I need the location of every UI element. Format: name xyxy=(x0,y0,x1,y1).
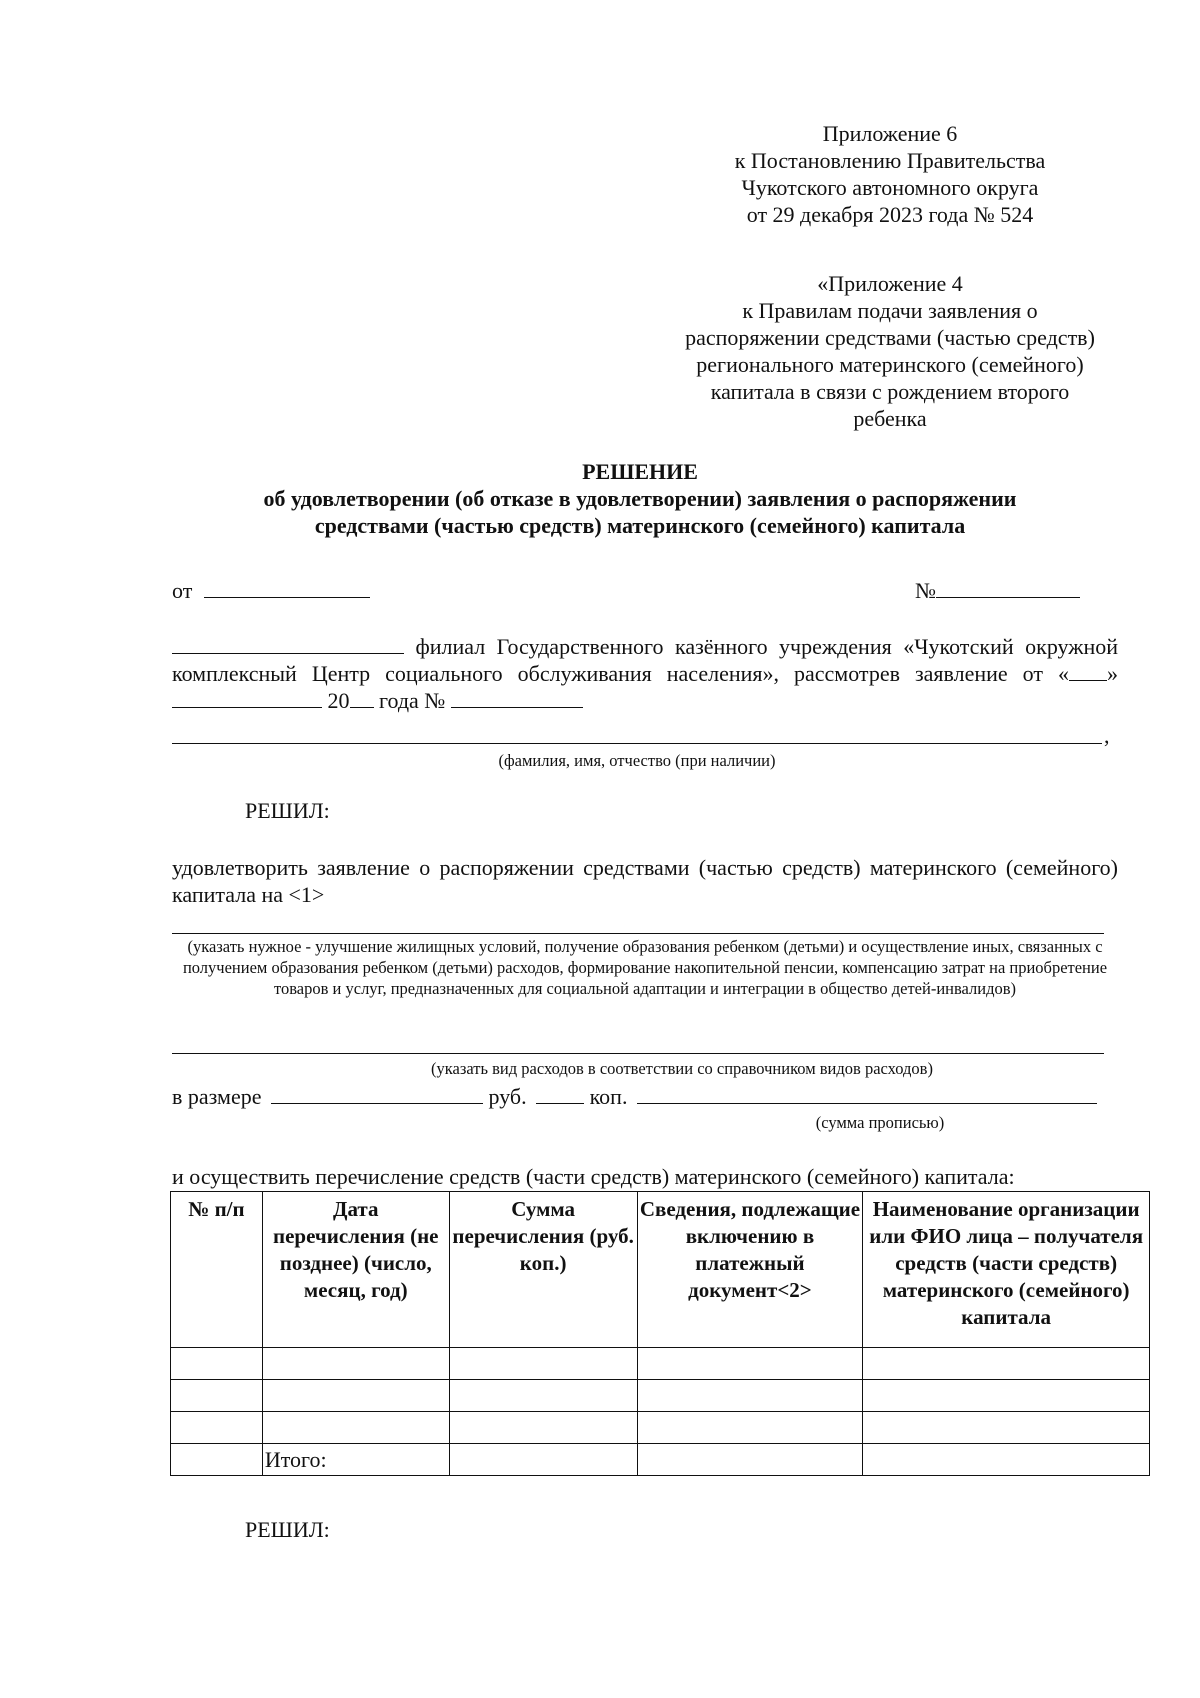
table-cell[interactable] xyxy=(863,1380,1150,1412)
number-blank[interactable] xyxy=(936,577,1080,598)
appendix-4-line-3: распоряжении средствами (частью средств) xyxy=(685,325,1095,350)
table-cell[interactable] xyxy=(637,1348,863,1380)
document-title xyxy=(150,458,1130,539)
header-payment-info: Сведения, подлежащие включению в платежный документ<2> xyxy=(637,1192,863,1348)
table-row xyxy=(171,1380,1150,1412)
appendix-4-line-2: к Правилам подачи заявления о xyxy=(742,298,1038,323)
appendix-6-line-2: к Постановлению Правительства xyxy=(734,148,1046,173)
date-field-row xyxy=(172,577,370,604)
number-label: № xyxy=(915,578,936,603)
branch-text-quote: » xyxy=(1107,661,1118,686)
table-row xyxy=(171,1412,1150,1444)
purpose-caption: (указать нужное - улучшение жилищных условий, получение образования ребенком (детьми) и осуществление иных, связанных с получением образования ребенком (детьми) расходов, формирование накопительной пенсии, компенсацию затрат на приобретение товаров и услуг, предназначенных для социальной адаптации и интеграции в общество детей-инвалидов) xyxy=(182,937,1108,998)
application-year-blank[interactable] xyxy=(350,687,374,708)
branch-text-number: года № xyxy=(379,688,446,713)
appendix-4-line-4: регионального материнского (семейного) xyxy=(696,352,1084,377)
amount-row xyxy=(172,1083,1097,1110)
fio-line[interactable] xyxy=(172,743,1102,744)
application-month-blank[interactable] xyxy=(172,687,322,708)
amount-rub-blank[interactable] xyxy=(271,1083,483,1104)
application-day-blank[interactable] xyxy=(1069,660,1107,681)
table-total-row xyxy=(171,1444,1150,1476)
appendix-4-line-6: ребенка xyxy=(853,406,927,431)
branch-paragraph xyxy=(172,633,1118,714)
title-heading: РЕШЕНИЕ xyxy=(582,459,698,484)
expense-caption: (указать вид расходов в соответствии со справочником видов расходов) xyxy=(431,1059,933,1078)
table-header-row xyxy=(171,1192,1150,1348)
table-cell[interactable] xyxy=(171,1444,263,1476)
purpose-line[interactable] xyxy=(172,933,1104,934)
fio-caption: (фамилия, имя, отчество (при наличии) xyxy=(498,751,776,770)
amount-words-caption: (сумма прописью) xyxy=(815,1113,945,1132)
application-number-blank[interactable] xyxy=(451,687,583,708)
rub-label: руб. xyxy=(488,1084,527,1109)
table-cell[interactable] xyxy=(262,1412,449,1444)
table-cell[interactable] xyxy=(637,1412,863,1444)
appendix-4-line-5: капитала в связи с рождением второго xyxy=(710,379,1070,404)
table-cell[interactable] xyxy=(637,1444,863,1476)
table-cell[interactable] xyxy=(449,1412,637,1444)
table-row xyxy=(171,1348,1150,1380)
amount-kop-blank[interactable] xyxy=(536,1083,584,1104)
kop-label: коп. xyxy=(589,1084,628,1109)
table-cell[interactable] xyxy=(171,1412,263,1444)
header-transfer-date: Дата перечисления (не позднее) (число, месяц, год) xyxy=(262,1192,449,1348)
table-cell[interactable] xyxy=(637,1380,863,1412)
fio-comma: , xyxy=(1104,723,1110,748)
table-cell[interactable] xyxy=(449,1380,637,1412)
resolved-heading-2: РЕШИЛ: xyxy=(245,1517,330,1542)
date-label: от xyxy=(172,578,193,603)
appendix-6-line-1: Приложение 6 xyxy=(822,121,958,146)
satisfy-paragraph: удовлетворить заявление о распоряжении средствами (частью средств) материнского (семейного) капитала на <1> xyxy=(172,855,1118,907)
table-cell[interactable] xyxy=(863,1412,1150,1444)
title-subtitle-2: средствами (частью средств) материнского (семейного) капитала xyxy=(314,513,966,538)
header-transfer-amount: Сумма перечисления (руб. коп.) xyxy=(449,1192,637,1348)
total-amount-cell[interactable] xyxy=(449,1444,637,1476)
table-cell[interactable] xyxy=(171,1380,263,1412)
expense-line[interactable] xyxy=(172,1053,1104,1054)
table-cell[interactable] xyxy=(863,1444,1150,1476)
transfers-table xyxy=(170,1191,1150,1476)
amount-label: в размере xyxy=(172,1084,262,1109)
table-cell[interactable] xyxy=(171,1348,263,1380)
amount-words-blank[interactable] xyxy=(637,1083,1097,1104)
total-label: Итого: xyxy=(262,1444,449,1476)
appendix-6-header xyxy=(690,120,1090,228)
appendix-6-line-4: от 29 декабря 2023 года № 524 xyxy=(746,202,1034,227)
title-subtitle-1: об удовлетворении (об отказе в удовлетворении) заявления о распоряжении xyxy=(263,486,1017,511)
branch-text-year-prefix: 20 xyxy=(327,688,350,713)
branch-text: филиал Государственного казённого учреждения «Чукотский окружной комплексный Центр социального обслуживания населения», рассмотрев заявление от « xyxy=(172,634,1118,686)
table-cell[interactable] xyxy=(262,1380,449,1412)
header-number: № п/п xyxy=(171,1192,263,1348)
date-blank[interactable] xyxy=(204,577,370,598)
resolved-heading-1: РЕШИЛ: xyxy=(245,798,330,823)
header-recipient: Наименование организации или ФИО лица – получателя средств (части средств) материнского (семейного) капитала xyxy=(863,1192,1150,1348)
appendix-6-line-3: Чукотского автономного округа xyxy=(741,175,1039,200)
table-cell[interactable] xyxy=(863,1348,1150,1380)
branch-name-blank[interactable] xyxy=(172,633,404,654)
table-cell[interactable] xyxy=(262,1348,449,1380)
appendix-4-header xyxy=(650,270,1130,432)
appendix-4-line-1: «Приложение 4 xyxy=(817,271,963,296)
table-cell[interactable] xyxy=(449,1348,637,1380)
transfer-intro: и осуществить перечисление средств (части средств) материнского (семейного) капитала: xyxy=(172,1164,1015,1189)
number-field-row xyxy=(915,577,1080,604)
